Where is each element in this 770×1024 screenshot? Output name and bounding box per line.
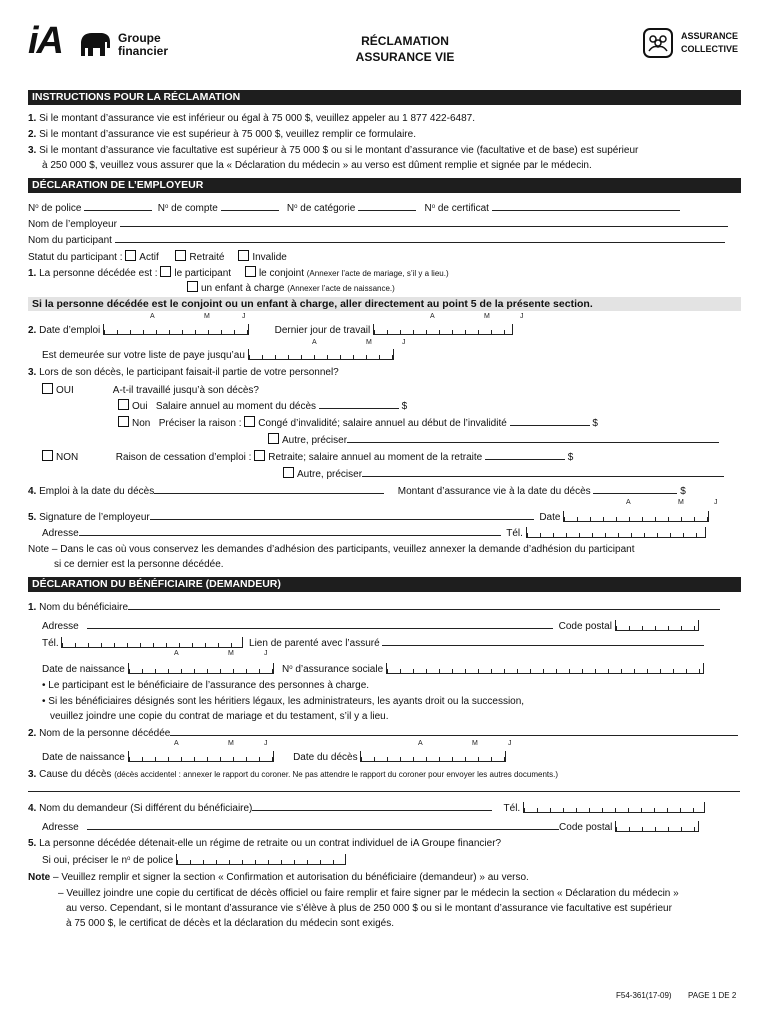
termination-other-line: Autre, préciser bbox=[283, 467, 724, 481]
policy-line: Si oui, préciser le $n^o$ de police bbox=[42, 853, 346, 867]
amj-j: J bbox=[264, 740, 268, 747]
oui-line: OUI A-t-il travaillé jusqu’à son décès? bbox=[42, 383, 259, 397]
instruction-1: 1. Si le montant d’assurance vie est inférieur ou égal à 75 000 $, veuillez appeler au 1 877 422-6487. bbox=[28, 113, 475, 124]
status-invalide-checkbox[interactable] bbox=[238, 250, 249, 261]
note-2b: au verso. Cependant, si le montant d’assurance vie s’élève à plus de 250 000 $ ou si le montant d’assurance vie facultative est supérieur bbox=[66, 903, 672, 914]
non-line: NON Raison de cessation d’emploi : Retraite; salaire annuel au moment de la retraite $ bbox=[42, 450, 573, 464]
disability-salary-field[interactable] bbox=[510, 416, 590, 426]
claimant-address-field[interactable] bbox=[87, 820, 559, 830]
deceased-dates-line: Date de naissance Date du décès bbox=[42, 751, 506, 764]
amj-a: A bbox=[418, 740, 423, 747]
amj-j: J bbox=[508, 740, 512, 747]
retirement-salary-field[interactable] bbox=[485, 450, 565, 460]
page-number: PAGE 1 DE 2 bbox=[688, 991, 737, 1000]
amj-j: J bbox=[520, 313, 524, 320]
disability-leave-checkbox[interactable] bbox=[244, 416, 255, 427]
amj-m: M bbox=[204, 313, 210, 320]
beneficiary-postal-code-field[interactable] bbox=[615, 620, 699, 631]
death-date-field[interactable] bbox=[360, 751, 506, 762]
bullet-1: • Le participant est le bénéficiaire de l’assurance des personnes à charge. bbox=[42, 680, 370, 691]
insurance-amount-field[interactable] bbox=[593, 484, 677, 494]
employed-yes-checkbox[interactable] bbox=[42, 383, 53, 394]
logo bbox=[28, 20, 178, 66]
beneficiary-heading: DÉCLARATION DU BÉNÉFICIAIRE (DEMANDEUR) bbox=[28, 577, 741, 592]
employer-address-field[interactable] bbox=[79, 526, 501, 536]
claimant-address-line: Adresse Code postal bbox=[42, 820, 699, 834]
bullet-2a: • Si les bénéficiaires désignés sont les héritiers légaux, les administrateurs, les ayants droit ou la succession, bbox=[42, 696, 525, 707]
participant-status-line: Statut du participant : Actif Retraité Invalide bbox=[28, 252, 287, 263]
account-number-field[interactable] bbox=[221, 201, 279, 211]
beneficiary-name-line: 1. Nom du bénéficiaire bbox=[28, 600, 720, 614]
logo-groupe: Groupe bbox=[118, 31, 161, 45]
title-line1: RÉCLAMATION bbox=[361, 34, 449, 48]
salary-at-death-field[interactable] bbox=[319, 399, 399, 409]
note-2a: – Veuillez joindre une copie du certificat de décès officiel ou faire remplir et faire signer par le médecin la section « Déclaration du médecin » bbox=[58, 888, 679, 899]
logo-financier: financier bbox=[118, 44, 169, 58]
amj-a: A bbox=[150, 313, 155, 320]
reason-other-line: Autre, préciser bbox=[268, 433, 719, 447]
form-code: F54-361(17-09) bbox=[616, 991, 672, 1000]
reason-other-checkbox[interactable] bbox=[268, 433, 279, 444]
page-title bbox=[300, 33, 510, 65]
elephant-icon bbox=[78, 30, 112, 60]
amj-m: M bbox=[228, 650, 234, 657]
employer-name-line: Nom de l’employeur bbox=[28, 217, 728, 231]
q4-line: 4. Emploi à la date du décès Montant d’assurance vie à la date du décès $ bbox=[28, 486, 686, 497]
worked-yes-checkbox[interactable] bbox=[118, 399, 129, 410]
employer-signature-date-field[interactable] bbox=[563, 511, 709, 522]
employer-phone-field[interactable] bbox=[526, 527, 706, 538]
claimant-postal-code-field[interactable] bbox=[615, 821, 699, 832]
category-number-field[interactable] bbox=[358, 201, 416, 211]
certificate-number-field[interactable] bbox=[492, 201, 680, 211]
beneficiary-address-field[interactable] bbox=[87, 619, 553, 629]
amj-j: J bbox=[402, 339, 406, 346]
employer-heading: DÉCLARATION DE L’EMPLOYEUR bbox=[28, 178, 741, 193]
cause-line: 3. Cause du décès (décès accidentel : annexer le rapport du coroner. Ne pas attendre le rapport du coroner pour envoyer les autres documents.) bbox=[28, 769, 558, 780]
job-at-death-field[interactable] bbox=[154, 484, 384, 494]
pension-policy-number-field[interactable] bbox=[176, 854, 346, 865]
employment-date-field[interactable] bbox=[103, 324, 249, 335]
amj-a: A bbox=[626, 499, 631, 506]
reason-other-field[interactable] bbox=[347, 433, 719, 443]
social-insurance-field[interactable] bbox=[386, 663, 704, 674]
amj-j: J bbox=[264, 650, 268, 657]
policy-number-line: $N^o$ de police $N^o$ de compte $N^o$ de catégorie $N^o$ de certificat bbox=[28, 201, 680, 215]
deceased-child-line: un enfant à charge (Annexer l’acte de naissance.) bbox=[187, 281, 395, 295]
amj-j: J bbox=[242, 313, 246, 320]
beneficiary-phone-field[interactable] bbox=[61, 637, 243, 648]
employed-no-checkbox[interactable] bbox=[42, 450, 53, 461]
payroll-line: Est demeurée sur votre liste de paye jusqu’au bbox=[42, 349, 394, 362]
policy-number-field[interactable] bbox=[84, 201, 152, 211]
cause-field[interactable] bbox=[28, 791, 740, 792]
termination-other-field[interactable] bbox=[362, 467, 724, 477]
amj-a: A bbox=[174, 650, 179, 657]
title-line2: ASSURANCE VIE bbox=[355, 50, 455, 64]
deceased-name-line: 2. Nom de la personne décédée bbox=[28, 726, 738, 740]
group-people-icon bbox=[643, 28, 673, 58]
beneficiary-name-field[interactable] bbox=[128, 600, 720, 610]
participant-name-line: Nom du participant bbox=[28, 233, 725, 247]
worked-no-checkbox[interactable] bbox=[118, 416, 129, 427]
deceased-participant-checkbox[interactable] bbox=[160, 266, 171, 277]
badge bbox=[643, 28, 753, 60]
deceased-child-checkbox[interactable] bbox=[187, 281, 198, 292]
pension-line: 5. La personne décédée détenait-elle un régime de retraite ou un contrat individuel de iA Groupe financier? bbox=[28, 838, 502, 849]
instruction-3b: à 250 000 $, veuillez vous assurer que la « Déclaration du médecin » au verso est dûment remplie et signée par le médecin. bbox=[42, 160, 592, 171]
amj-m: M bbox=[484, 313, 490, 320]
logo-ia: iA bbox=[28, 20, 62, 62]
status-retraite-checkbox[interactable] bbox=[175, 250, 186, 261]
amj-a: A bbox=[430, 313, 435, 320]
amj-j: J bbox=[714, 499, 718, 506]
employer-name-field[interactable] bbox=[120, 217, 728, 227]
deceased-spouse-checkbox[interactable] bbox=[245, 266, 256, 277]
amj-m: M bbox=[472, 740, 478, 747]
instruction-2: 2. Si le montant d’assurance vie est supérieur à 75 000 $, veuillez remplir ce formulaire. bbox=[28, 129, 416, 140]
badge-line2: COLLECTIVE bbox=[681, 44, 739, 54]
beneficiary-phone-line: Tél. Lien de parenté avec l’assuré bbox=[42, 636, 704, 650]
q3-line: 3. Lors de son décès, le participant faisait-il partie de votre personnel? bbox=[28, 367, 339, 378]
employer-note-1: Note – Dans le cas où vous conservez les demandes d’adhésion des participants, veuillez annexer la demande d’adhésion du participant bbox=[28, 544, 635, 555]
beneficiary-birth-line: Date de naissance $N^o$ d’assurance sociale bbox=[42, 662, 704, 676]
status-actif-checkbox[interactable] bbox=[125, 250, 136, 261]
worked-no-line: Non Préciser la raison : Congé d’invalidité; salaire annuel au début de l’invalidité $ bbox=[118, 416, 598, 430]
participant-name-field[interactable] bbox=[115, 233, 725, 243]
employer-subheading: Si la personne décédée est le conjoint ou un enfant à charge, aller directement au point 5 de la présente section. bbox=[28, 297, 741, 311]
note-1: Note – Veuillez remplir et signer la section « Confirmation et autorisation du bénéficiaire (demandeur) » au verso. bbox=[28, 872, 529, 883]
amj-a: A bbox=[312, 339, 317, 346]
deceased-name-field[interactable] bbox=[170, 726, 738, 736]
amj-m: M bbox=[678, 499, 684, 506]
worked-yes-line: Oui Salaire annuel au moment du décès $ bbox=[118, 399, 407, 413]
deceased-birth-date-field[interactable] bbox=[128, 751, 274, 762]
amj-a: A bbox=[174, 740, 179, 747]
claimant-name-line: 4. Nom du demandeur (Si différent du bénéficiaire) Tél. bbox=[28, 801, 705, 815]
claimant-phone-field[interactable] bbox=[523, 802, 705, 813]
amj-m: M bbox=[366, 339, 372, 346]
badge-line1: ASSURANCE bbox=[681, 31, 739, 41]
instructions-heading: INSTRUCTIONS POUR LA RÉCLAMATION bbox=[28, 90, 741, 105]
q5-line: 5. Signature de l’employeur Date bbox=[28, 510, 709, 524]
note-2c: à 75 000 $, le certificat de décès et la déclaration du médecin sont exigés. bbox=[66, 918, 394, 929]
employer-address-line: Adresse Tél. bbox=[42, 526, 706, 540]
employer-note-2: si ce dernier est la personne décédée. bbox=[54, 559, 224, 570]
bullet-2b: veuillez joindre une copie du contrat de mariage et du testament, s’il y a lieu. bbox=[50, 711, 389, 722]
employer-signature-field[interactable] bbox=[150, 510, 534, 520]
employment-date-line: 2. Date d’emploi Dernier jour de travail bbox=[28, 324, 513, 337]
deceased-line: 1. La personne décédée est : le participant le conjoint (Annexer l’acte de mariage, s’il y a lieu.) bbox=[28, 268, 449, 279]
retirement-checkbox[interactable] bbox=[254, 450, 265, 461]
claimant-name-field[interactable] bbox=[252, 801, 492, 811]
beneficiary-address-line: Adresse Code postal bbox=[42, 619, 699, 633]
instruction-3: 3. Si le montant d’assurance vie facultative est supérieur à 75 000 $ ou si le montant d’assurance vie (facultative et de base) est supérieur bbox=[28, 145, 639, 156]
beneficiary-birth-date-field[interactable] bbox=[128, 663, 274, 674]
payroll-until-field[interactable] bbox=[248, 349, 394, 360]
amj-m: M bbox=[228, 740, 234, 747]
termination-other-checkbox[interactable] bbox=[283, 467, 294, 478]
last-work-day-field[interactable] bbox=[373, 324, 513, 335]
relationship-field[interactable] bbox=[382, 636, 704, 646]
